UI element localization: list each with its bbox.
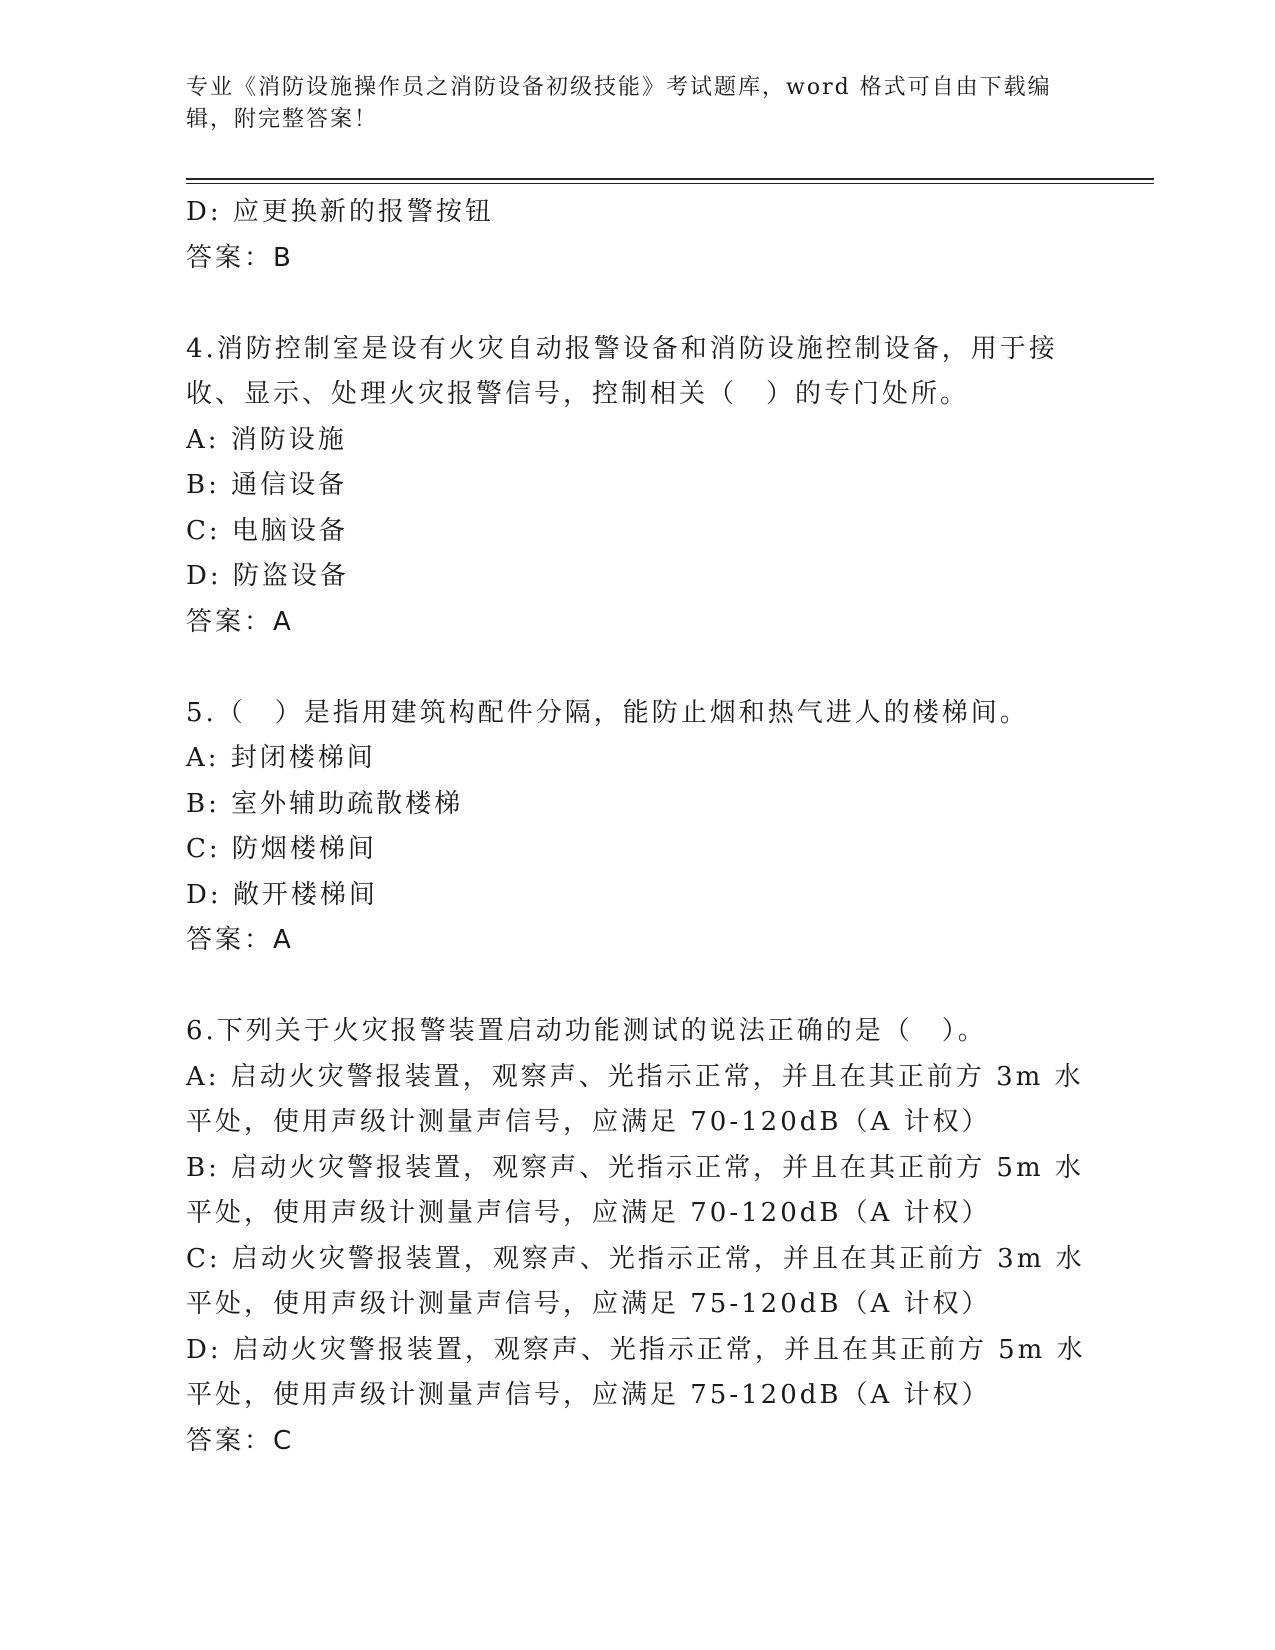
option-c: C: 防烟楼梯间 — [186, 834, 377, 864]
option-c-continued: 平处，使用声级计测量声信号，应满足 75-120dB（A 计权） — [186, 1289, 991, 1319]
option-a: A: 封闭楼梯间 — [186, 743, 376, 773]
option-c: C: 启动火灾警报装置，观察声、光指示正常，并且在其正前方 3m 水 — [186, 1243, 1085, 1274]
option-a: A: 消防设施 — [186, 424, 347, 455]
question-5 — [186, 691, 1066, 964]
header-rule-thick — [186, 178, 1154, 180]
header-rule-thin — [186, 183, 1154, 184]
option-d: D: 应更换新的报警按钮 — [186, 197, 494, 227]
option-d-continued: 平处，使用声级计测量声信号，应满足 75-120dB（A 计权） — [186, 1380, 991, 1410]
option-a-continued: 平处，使用声级计测量声信号，应满足 70-120dB（A 计权） — [186, 1107, 991, 1137]
option-b: B: 通信设备 — [186, 470, 348, 500]
answer: 答案：B — [186, 242, 294, 273]
option-b: B: 室外辅助疏散楼梯 — [186, 788, 464, 819]
answer: 答案：C — [186, 1425, 295, 1456]
spacer — [186, 645, 1066, 691]
question-6 — [186, 1009, 1086, 1464]
question-stem: 6.下列关于火灾报警装置启动功能测试的说法正确的是（ ）。 — [186, 1016, 987, 1046]
header-line-1: 专业《消防设施操作员之消防设备初级技能》考试题库，word 格式可自由下载编 — [186, 75, 1052, 100]
question-stem: 4.消防控制室是设有火灾自动报警设备和消防设施控制设备，用于接 — [186, 333, 1058, 364]
header-line-2: 辑，附完整答案！ — [186, 107, 379, 132]
document-header — [186, 72, 1076, 136]
question-4 — [186, 327, 1066, 646]
option-d: D: 敞开楼梯间 — [186, 879, 378, 910]
question-content — [186, 190, 1086, 1464]
option-a: A: 启动火灾警报装置，观察声、光指示正常，并且在其正前方 3m 水 — [186, 1061, 1084, 1092]
question-stem: 收、显示、处理火灾报警信号，控制相关（ ）的专门处所。 — [186, 379, 970, 409]
question-stem: 5.（ ）是指用建筑构配件分隔，能防止烟和热气进人的楼梯间。 — [186, 697, 1029, 728]
answer: 答案：A — [186, 925, 294, 955]
option-d: D: 防盗设备 — [186, 561, 349, 591]
option-b: B: 启动火灾警报装置，观察声、光指示正常，并且在其正前方 5m 水 — [186, 1152, 1084, 1183]
previous-question — [186, 190, 1066, 281]
spacer — [186, 281, 1066, 327]
option-b-continued: 平处，使用声级计测量声信号，应满足 70-120dB（A 计权） — [186, 1198, 991, 1228]
option-c: C: 电脑设备 — [186, 515, 348, 546]
option-d: D: 启动火灾警报装置，观察声、光指示正常，并且在其正前方 5m 水 — [186, 1334, 1086, 1365]
spacer — [186, 964, 1066, 1010]
answer: 答案：A — [186, 606, 294, 637]
